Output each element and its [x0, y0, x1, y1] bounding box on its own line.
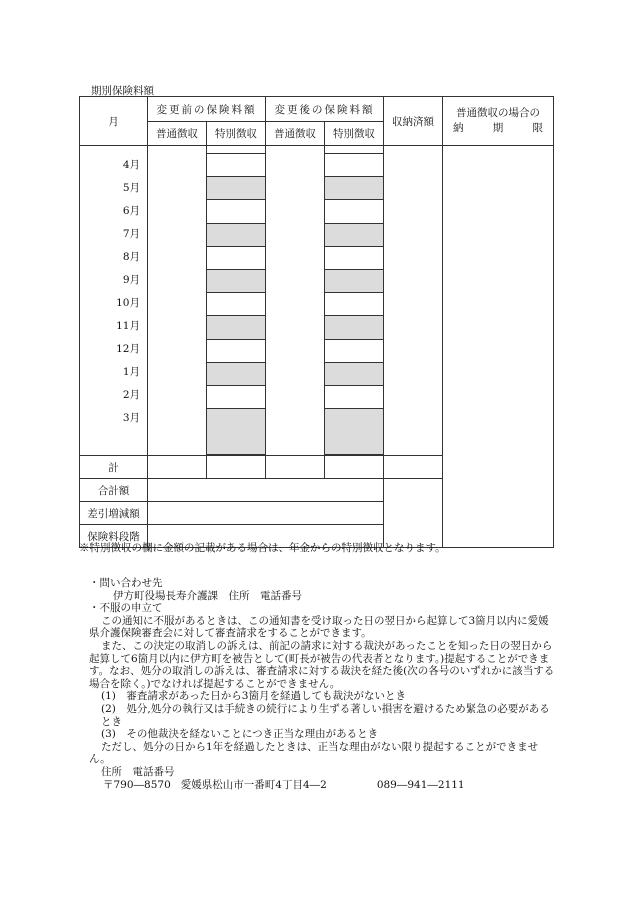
month-label: 8月 — [122, 251, 140, 263]
special-amount-cell — [207, 223, 265, 246]
phone-number: 089―941―2111 — [376, 778, 465, 791]
before-header: 変更前の保険料額 — [148, 97, 266, 122]
row-total-label: 計 — [80, 456, 148, 479]
notice-text — [89, 577, 559, 791]
deadline-char: 限 — [532, 122, 543, 134]
after-normal-cells — [266, 146, 325, 456]
special-amount-cell — [325, 385, 383, 408]
special-amount-cell — [207, 315, 265, 338]
row-grade-label: 保険料段階 — [80, 525, 148, 548]
special-amount-cell — [207, 246, 265, 269]
month-label: 5月 — [122, 182, 140, 194]
special-amount-cell — [325, 362, 383, 385]
paid-cells — [384, 146, 443, 456]
before-normal-header: 普通徴収 — [148, 122, 207, 146]
special-amount-cell — [207, 199, 265, 222]
month-header: 月 — [80, 97, 148, 146]
special-amount-cell — [207, 292, 265, 315]
deadline-header-line1: 普通徴収の場合の — [456, 107, 540, 119]
month-label: 7月 — [122, 228, 140, 240]
after-header: 変更後の保険料額 — [266, 97, 384, 122]
row-sum-label: 合計額 — [80, 479, 148, 502]
paid-header: 収納済額 — [384, 97, 443, 146]
premium-table — [79, 96, 554, 548]
before-special-header: 特別徴収 — [207, 122, 266, 146]
month-list-cell — [80, 146, 148, 456]
special-amount-cell — [325, 408, 383, 455]
month-label: 10月 — [116, 297, 140, 309]
special-amount-cell — [325, 153, 383, 176]
month-label: 2月 — [122, 389, 140, 401]
month-label: 4月 — [122, 159, 140, 171]
special-amount-cell — [325, 292, 383, 315]
total-cell — [325, 456, 384, 479]
total-cell — [266, 456, 325, 479]
special-amount-cell — [325, 176, 383, 199]
total-cell — [207, 456, 266, 479]
special-amount-cell — [207, 269, 265, 292]
special-amount-cell — [207, 362, 265, 385]
row-diff-label: 差引増減額 — [80, 502, 148, 525]
special-amount-cell — [207, 176, 265, 199]
appeal-paragraph-2: また、この決定の取消しの訴えは、前記の請求に対する裁決があったことを知った日の翌日から起算して6箇月以内に伊方町を被告として(町長が被告の代表者となります。)提起することができます。なお、処分の取消しの訴えは、審査請求に対する裁決を経た後(次の各号のいずれかに該当する場合を除く。)でなければ提起することができません。 — [89, 639, 555, 690]
paid-extra-cell — [384, 479, 443, 548]
address-label: 住所 電話番号 — [101, 765, 175, 778]
special-collection-note: ※特別徴収の欄に金額の記載がある場合は、年金からの特別徴収となります。 — [79, 542, 446, 554]
diff-cell — [148, 502, 384, 525]
total-cell — [384, 456, 443, 479]
special-amount-cell — [207, 339, 265, 362]
special-amount-cell — [207, 408, 265, 455]
month-label: 11月 — [116, 320, 140, 332]
special-amount-cell — [325, 199, 383, 222]
after-normal-header: 普通徴収 — [266, 122, 325, 146]
month-label: 6月 — [122, 205, 140, 217]
after-special-cells — [325, 146, 384, 456]
special-amount-cell — [207, 385, 265, 408]
postal-code: 〒790―8570 — [103, 778, 171, 791]
deadline-char: 納 — [453, 122, 464, 134]
special-amount-cell — [207, 153, 265, 176]
deadline-header — [443, 97, 554, 146]
address: 愛媛県松山市一番町4丁目4―2 — [180, 778, 327, 791]
special-amount-cell — [325, 315, 383, 338]
before-special-cells — [207, 146, 266, 456]
total-cell — [148, 456, 207, 479]
appeal-paragraph-1: この通知に不服があるときは、この通知書を受け取った日の翌日から起算して3箇月以内に愛媛県介護保険審査会に対して審査請求をすることができます。 — [89, 614, 549, 640]
appeal-item-1: (1) 審査請求があった日から3箇月を経過しても裁決がないとき — [101, 690, 406, 703]
after-special-header: 特別徴収 — [325, 122, 384, 146]
table-caption: 期別保険料額 — [91, 85, 154, 97]
month-label: 1月 — [122, 366, 140, 378]
sum-cell — [148, 479, 384, 502]
special-amount-cell — [325, 269, 383, 292]
special-amount-cell — [325, 339, 383, 362]
appeal-item-3: (3) その他裁決を経ないことにつき正当な理由があるとき — [101, 728, 379, 741]
month-label: 12月 — [116, 343, 140, 355]
deadline-char: 期 — [492, 122, 504, 134]
deadline-cells — [443, 146, 554, 548]
contact-title: ・問い合わせ先 — [89, 577, 163, 589]
before-normal-cells — [148, 146, 207, 456]
address-line — [89, 779, 559, 792]
special-amount-cell — [325, 246, 383, 269]
month-label: 9月 — [122, 274, 140, 286]
appeal-item-2: (2) 処分,処分の執行又は手続きの続行により生ずる著しい損害を避けるため緊急の必要があるとき — [101, 702, 550, 728]
special-amount-cell — [325, 223, 383, 246]
contact-office: 伊方町役場長寿介護課 住所 電話番号 — [113, 589, 302, 602]
month-label: 3月 — [122, 412, 140, 424]
appeal-title: ・不服の申立て — [89, 602, 163, 615]
appeal-paragraph-3: ただし、処分の日から1年を経過したときは、正当な理由がない限り提起することができません。 — [89, 740, 539, 766]
